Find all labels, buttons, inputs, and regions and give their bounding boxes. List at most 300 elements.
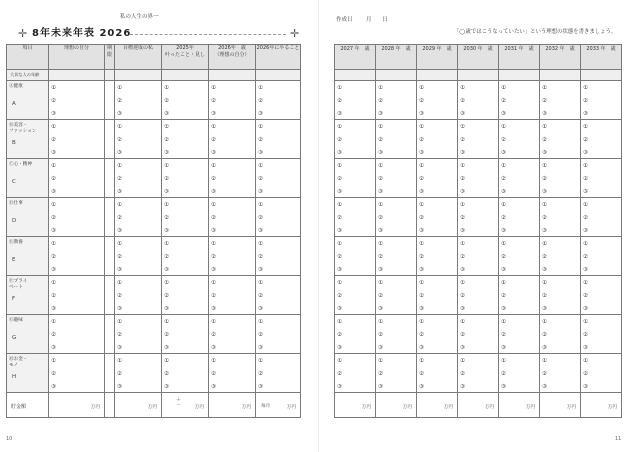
category-cell	[7, 159, 49, 198]
circled-numbers	[501, 279, 506, 315]
circled-numbers	[378, 279, 383, 315]
circled-numbers	[258, 84, 263, 120]
circled-number-1: ①	[117, 358, 122, 364]
circled-number-1: ①	[337, 241, 342, 247]
circled-numbers	[164, 318, 169, 354]
goal-cell[interactable]	[115, 81, 162, 120]
header-2026-age	[209, 45, 256, 70]
year-goal-cell[interactable]	[458, 315, 499, 354]
circled-number-3: ③	[460, 111, 465, 117]
circled-number-2: ②	[164, 176, 169, 182]
circled-numbers	[258, 123, 263, 159]
right-category-row	[335, 159, 622, 198]
circled-number-3: ③	[542, 150, 547, 156]
age-cell[interactable]	[417, 70, 458, 81]
circled-number-1: ①	[419, 280, 424, 286]
circled-number-2: ②	[542, 98, 547, 104]
circled-numbers	[419, 162, 424, 198]
header-deadline: 期限	[105, 45, 115, 70]
goal-cell[interactable]	[209, 354, 256, 393]
year-goal-cell[interactable]	[499, 315, 540, 354]
savings-2026[interactable]	[209, 393, 256, 418]
circled-number-2: ②	[419, 254, 424, 260]
circled-number-1: ①	[419, 358, 424, 364]
year-goal-cell[interactable]	[540, 315, 581, 354]
savings-ideal[interactable]	[49, 393, 105, 418]
goal-cell[interactable]	[209, 159, 256, 198]
age-cell[interactable]	[335, 70, 376, 81]
circled-number-1: ①	[211, 241, 216, 247]
savings-deadline[interactable]	[105, 393, 115, 418]
goal-cell[interactable]	[115, 159, 162, 198]
circled-number-2: ②	[460, 293, 465, 299]
circled-number-2: ②	[501, 137, 506, 143]
savings-cell[interactable]	[540, 393, 581, 418]
circled-numbers	[211, 84, 216, 120]
circled-number-3: ③	[583, 267, 588, 273]
circled-number-1: ①	[460, 124, 465, 130]
deadline-cell[interactable]	[105, 315, 115, 354]
manen-unit: 万円	[443, 405, 453, 410]
year-goal-cell[interactable]	[581, 276, 622, 315]
age-cell[interactable]	[458, 70, 499, 81]
circled-number-3: ③	[211, 267, 216, 273]
manen-unit: 万円	[90, 405, 100, 410]
circled-number-1: ①	[211, 319, 216, 325]
circled-number-1: ①	[419, 85, 424, 91]
circled-number-1: ①	[258, 163, 263, 169]
savings-2025[interactable]	[162, 393, 209, 418]
circled-number-3: ③	[337, 111, 342, 117]
year-goal-cell[interactable]	[417, 276, 458, 315]
year-goal-cell[interactable]	[376, 198, 417, 237]
goal-cell[interactable]	[115, 276, 162, 315]
circled-number-3: ③	[419, 228, 424, 234]
circled-number-2: ②	[211, 254, 216, 260]
circled-number-1: ①	[583, 85, 588, 91]
cell[interactable]	[115, 70, 162, 81]
goal-cell[interactable]	[162, 276, 209, 315]
category-cell	[7, 237, 49, 276]
circled-number-3: ③	[583, 345, 588, 351]
year-goal-cell[interactable]	[376, 120, 417, 159]
age-cell[interactable]	[376, 70, 417, 81]
circled-numbers	[51, 162, 56, 198]
right-category-row	[335, 198, 622, 237]
goal-cell[interactable]	[256, 237, 301, 276]
goal-cell[interactable]	[162, 315, 209, 354]
goal-cell[interactable]	[256, 198, 301, 237]
goal-cell[interactable]	[256, 120, 301, 159]
ideal-self-cell[interactable]	[49, 237, 105, 276]
circled-numbers	[419, 84, 424, 120]
year-goal-cell[interactable]	[458, 159, 499, 198]
circled-numbers	[211, 162, 216, 198]
year-goal-cell[interactable]	[458, 198, 499, 237]
year-goal-cell[interactable]	[540, 159, 581, 198]
circled-number-1: ①	[419, 241, 424, 247]
circled-number-1: ①	[117, 280, 122, 286]
circled-number-3: ③	[501, 345, 506, 351]
year-goal-cell[interactable]	[417, 198, 458, 237]
category-row	[7, 120, 301, 159]
year-goal-cell[interactable]	[581, 120, 622, 159]
circled-number-2: ②	[583, 176, 588, 182]
circled-number-2: ②	[583, 137, 588, 143]
cell[interactable]	[209, 70, 256, 81]
circled-number-3: ③	[117, 111, 122, 117]
year-goal-cell[interactable]	[417, 81, 458, 120]
circled-number-1: ①	[542, 202, 547, 208]
circled-number-2: ②	[419, 98, 424, 104]
goal-cell[interactable]	[256, 276, 301, 315]
goal-cell[interactable]	[115, 315, 162, 354]
year-goal-cell[interactable]	[499, 159, 540, 198]
savings-cell[interactable]	[581, 393, 622, 418]
circled-number-2: ②	[583, 215, 588, 221]
circled-number-1: ①	[258, 202, 263, 208]
chart-title: 8年未来年表 2026	[32, 28, 132, 39]
goal-cell[interactable]	[162, 198, 209, 237]
circled-number-3: ③	[117, 345, 122, 351]
circled-numbers	[542, 357, 547, 393]
goal-cell[interactable]	[209, 81, 256, 120]
goal-cell[interactable]	[162, 120, 209, 159]
age-cell[interactable]	[581, 70, 622, 81]
circled-number-3: ③	[460, 345, 465, 351]
circled-numbers	[542, 279, 547, 315]
goal-cell[interactable]	[162, 159, 209, 198]
circled-number-3: ③	[378, 306, 383, 312]
goal-cell[interactable]	[115, 120, 162, 159]
cell[interactable]	[162, 70, 209, 81]
circled-number-2: ②	[258, 371, 263, 377]
goal-cell[interactable]	[162, 81, 209, 120]
circled-number-2: ②	[211, 332, 216, 338]
goal-cell[interactable]	[256, 354, 301, 393]
circled-number-1: ①	[51, 280, 56, 286]
circled-number-3: ③	[337, 306, 342, 312]
right-category-row	[335, 237, 622, 276]
circled-number-3: ③	[211, 228, 216, 234]
year-goal-cell[interactable]	[540, 354, 581, 393]
year-goal-cell[interactable]	[581, 198, 622, 237]
circled-number-3: ③	[419, 306, 424, 312]
circled-number-3: ③	[501, 111, 506, 117]
circled-number-2: ②	[542, 332, 547, 338]
circled-number-2: ②	[501, 254, 506, 260]
year-goal-cell[interactable]	[376, 81, 417, 120]
deadline-cell[interactable]	[105, 237, 115, 276]
circled-number-2: ②	[419, 293, 424, 299]
year-goal-cell[interactable]	[499, 354, 540, 393]
circled-number-1: ①	[460, 319, 465, 325]
circled-number-2: ②	[460, 332, 465, 338]
circled-number-1: ①	[583, 124, 588, 130]
year-goal-cell[interactable]	[335, 315, 376, 354]
goal-cell[interactable]	[209, 315, 256, 354]
circled-numbers	[117, 84, 122, 120]
age-cell[interactable]	[499, 70, 540, 81]
circled-number-1: ①	[501, 319, 506, 325]
circled-number-3: ③	[501, 150, 506, 156]
circled-number-3: ③	[460, 189, 465, 195]
year-goal-cell[interactable]	[458, 276, 499, 315]
circled-number-1: ①	[258, 124, 263, 130]
year-goal-cell[interactable]	[540, 198, 581, 237]
circled-numbers	[501, 123, 506, 159]
created-label: 作成日	[336, 17, 353, 23]
circled-number-2: ②	[460, 137, 465, 143]
year-goal-cell[interactable]	[335, 81, 376, 120]
goal-cell[interactable]	[115, 354, 162, 393]
circled-numbers	[583, 84, 588, 120]
circled-number-1: ①	[337, 85, 342, 91]
ideal-self-cell[interactable]	[49, 354, 105, 393]
year-goal-cell[interactable]	[417, 120, 458, 159]
circled-number-2: ②	[117, 254, 122, 260]
category-label: Ⓔ教養	[9, 240, 23, 245]
circled-number-1: ①	[117, 124, 122, 130]
circled-number-3: ③	[378, 189, 383, 195]
ideal-self-cell[interactable]	[49, 198, 105, 237]
circled-number-3: ③	[211, 384, 216, 390]
header-2025-text: 2025年 叶ったこと・見し	[164, 45, 205, 58]
year-goal-cell[interactable]	[499, 276, 540, 315]
year-goal-cell[interactable]	[376, 276, 417, 315]
circled-number-1: ①	[51, 202, 56, 208]
ideal-self-cell[interactable]	[49, 159, 105, 198]
circled-number-3: ③	[501, 228, 506, 234]
savings-2026-todo[interactable]	[256, 393, 301, 418]
deadline-cell[interactable]	[105, 120, 115, 159]
circled-number-2: ②	[542, 215, 547, 221]
year-goal-cell[interactable]	[417, 159, 458, 198]
circled-number-1: ①	[378, 358, 383, 364]
ideal-self-cell[interactable]	[49, 276, 105, 315]
circled-number-2: ②	[542, 137, 547, 143]
category-row	[7, 354, 301, 393]
circled-number-3: ③	[51, 189, 56, 195]
year-goal-cell[interactable]	[376, 354, 417, 393]
year-goal-cell[interactable]	[581, 354, 622, 393]
right-category-row	[335, 354, 622, 393]
savings-cell[interactable]	[417, 393, 458, 418]
category-letter: B	[12, 140, 16, 146]
year-goal-cell[interactable]	[335, 276, 376, 315]
deadline-cell[interactable]	[105, 198, 115, 237]
circled-number-3: ③	[460, 228, 465, 234]
year-goal-cell[interactable]	[417, 354, 458, 393]
category-row	[7, 198, 301, 237]
savings-achieved[interactable]	[115, 393, 162, 418]
year-goal-cell[interactable]	[458, 354, 499, 393]
circled-number-3: ③	[378, 267, 383, 273]
circled-number-3: ③	[51, 228, 56, 234]
year-goal-cell[interactable]	[540, 237, 581, 276]
manen-unit: 万円	[566, 405, 576, 410]
ideal-self-cell[interactable]	[49, 315, 105, 354]
goal-cell[interactable]	[162, 354, 209, 393]
circled-number-2: ②	[117, 98, 122, 104]
circled-number-3: ③	[542, 384, 547, 390]
circled-number-3: ③	[337, 384, 342, 390]
goal-cell[interactable]	[256, 315, 301, 354]
category-cell	[7, 120, 49, 159]
cell[interactable]	[49, 70, 105, 81]
circled-number-1: ①	[501, 85, 506, 91]
deadline-cell[interactable]	[105, 354, 115, 393]
year-goal-cell[interactable]	[335, 237, 376, 276]
circled-number-2: ②	[378, 176, 383, 182]
category-label: Ⓖ趣味	[9, 318, 23, 323]
goal-cell[interactable]	[209, 198, 256, 237]
circled-number-2: ②	[583, 332, 588, 338]
year-goal-cell[interactable]	[499, 81, 540, 120]
circled-number-1: ①	[583, 319, 588, 325]
year-goal-cell[interactable]	[581, 237, 622, 276]
deadline-cell[interactable]	[105, 159, 115, 198]
year-goal-cell[interactable]	[335, 354, 376, 393]
circled-numbers	[583, 240, 588, 276]
circled-numbers	[164, 84, 169, 120]
year-goal-cell[interactable]	[581, 81, 622, 120]
circled-number-2: ②	[378, 332, 383, 338]
circled-number-1: ①	[501, 124, 506, 130]
year-goal-cell[interactable]	[581, 315, 622, 354]
category-letter: D	[12, 218, 17, 224]
circled-numbers	[583, 318, 588, 354]
circled-numbers	[378, 123, 383, 159]
circled-numbers	[211, 240, 216, 276]
savings-cell[interactable]	[376, 393, 417, 418]
ideal-self-cell[interactable]	[49, 120, 105, 159]
year-goal-cell[interactable]	[458, 237, 499, 276]
circled-number-2: ②	[51, 293, 56, 299]
circled-number-1: ①	[337, 319, 342, 325]
category-row	[7, 81, 301, 120]
circled-number-3: ③	[460, 150, 465, 156]
circled-number-1: ①	[51, 358, 56, 364]
cell[interactable]	[105, 70, 115, 81]
goal-cell[interactable]	[209, 120, 256, 159]
savings-label: 貯金額	[11, 404, 27, 410]
year-goal-cell[interactable]	[376, 159, 417, 198]
year-goal-cell[interactable]	[499, 237, 540, 276]
circled-number-2: ②	[378, 98, 383, 104]
circled-number-2: ②	[542, 371, 547, 377]
circled-numbers	[211, 201, 216, 237]
category-label: Ⓗお金・ モノ	[9, 357, 28, 368]
savings-cell[interactable]	[458, 393, 499, 418]
circled-numbers	[542, 123, 547, 159]
circled-number-2: ②	[583, 293, 588, 299]
circled-numbers	[419, 279, 424, 315]
year-goal-cell[interactable]	[335, 120, 376, 159]
circled-numbers	[460, 240, 465, 276]
circled-numbers	[337, 318, 342, 354]
year-goal-cell[interactable]	[376, 237, 417, 276]
circled-number-3: ③	[542, 345, 547, 351]
year-goal-cell[interactable]	[540, 81, 581, 120]
circled-number-1: ①	[583, 280, 588, 286]
circled-number-2: ②	[51, 254, 56, 260]
manen-unit: 万円	[402, 405, 412, 410]
circled-number-3: ③	[542, 111, 547, 117]
circled-number-2: ②	[258, 254, 263, 260]
circled-number-2: ②	[337, 137, 342, 143]
savings-cell[interactable]	[499, 393, 540, 418]
year-goal-cell[interactable]	[581, 159, 622, 198]
circled-numbers	[164, 240, 169, 276]
circled-number-1: ①	[542, 358, 547, 364]
goal-cell[interactable]	[256, 159, 301, 198]
loved-ones-age-row	[7, 70, 301, 81]
circled-number-3: ③	[460, 384, 465, 390]
year-goal-cell[interactable]	[335, 198, 376, 237]
year-goal-cell[interactable]	[499, 120, 540, 159]
circled-number-1: ①	[51, 85, 56, 91]
year-goal-cell[interactable]	[417, 315, 458, 354]
ideal-self-cell[interactable]	[49, 81, 105, 120]
circled-number-1: ①	[460, 202, 465, 208]
title-rule	[130, 34, 286, 35]
deadline-cell[interactable]	[105, 276, 115, 315]
circled-number-2: ②	[378, 293, 383, 299]
circled-number-3: ③	[460, 267, 465, 273]
year-goal-cell[interactable]	[499, 198, 540, 237]
circled-number-1: ①	[51, 163, 56, 169]
goal-cell[interactable]	[115, 237, 162, 276]
year-goal-cell[interactable]	[540, 120, 581, 159]
circled-number-3: ③	[419, 189, 424, 195]
year-goal-cell[interactable]	[376, 315, 417, 354]
goal-cell[interactable]	[209, 276, 256, 315]
goal-cell[interactable]	[115, 198, 162, 237]
goal-cell[interactable]	[209, 237, 256, 276]
circled-numbers	[583, 357, 588, 393]
year-goal-cell[interactable]	[540, 276, 581, 315]
deadline-cell[interactable]	[105, 81, 115, 120]
circled-number-1: ①	[211, 358, 216, 364]
cell[interactable]	[256, 70, 301, 81]
year-goal-cell[interactable]	[417, 237, 458, 276]
circled-numbers	[419, 357, 424, 393]
monthly-label: 毎月	[261, 404, 271, 410]
circled-number-2: ②	[51, 332, 56, 338]
life-note: 私の人生の界一	[120, 14, 159, 20]
goal-cell[interactable]	[162, 237, 209, 276]
circled-number-3: ③	[211, 189, 216, 195]
circled-number-1: ①	[164, 85, 169, 91]
year-goal-cell[interactable]	[458, 81, 499, 120]
goal-cell[interactable]	[256, 81, 301, 120]
savings-cell[interactable]	[335, 393, 376, 418]
year-goal-cell[interactable]	[335, 159, 376, 198]
year-header: 2033 年 歳	[581, 45, 622, 70]
circled-numbers	[378, 318, 383, 354]
circled-numbers	[258, 279, 263, 315]
circled-number-2: ②	[164, 254, 169, 260]
year-goal-cell[interactable]	[458, 120, 499, 159]
age-cell[interactable]	[540, 70, 581, 81]
right-category-rows	[335, 81, 622, 393]
circled-numbers	[117, 201, 122, 237]
minus-sign: －	[176, 402, 182, 408]
circled-number-2: ②	[211, 215, 216, 221]
circled-number-3: ③	[117, 267, 122, 273]
circled-numbers	[378, 201, 383, 237]
